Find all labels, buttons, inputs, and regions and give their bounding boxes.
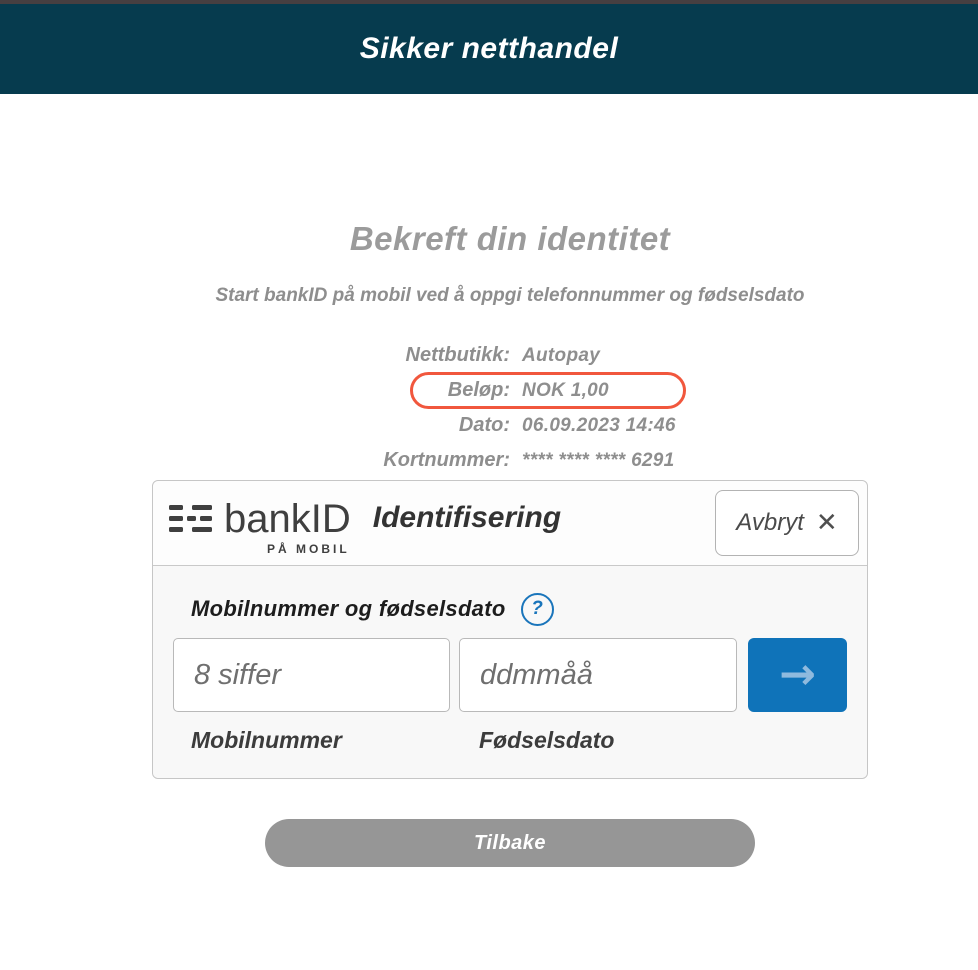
payment-details (152, 338, 868, 478)
detail-row-date (152, 408, 868, 443)
detail-row-cardnumber (152, 443, 868, 478)
secure-shopping-header (0, 4, 978, 94)
bankid-dashes-icon (169, 505, 212, 532)
cardnumber-value: **** **** **** 6291 (522, 449, 675, 471)
merchant-label: Nettbutikk: (405, 344, 510, 366)
bankid-logo-top (169, 496, 351, 541)
birthdate-input[interactable] (459, 638, 737, 712)
detail-row-amount (152, 373, 868, 408)
help-question-icon[interactable]: ? (521, 593, 554, 626)
submit-arrow-button[interactable] (748, 638, 847, 712)
inputs-row (173, 638, 847, 712)
date-label: Dato: (458, 414, 510, 436)
bankid-logo (169, 496, 351, 556)
widget-title: Identifisering (372, 501, 562, 534)
close-x-icon: ✕ (815, 508, 838, 538)
amount-value: NOK 1,00 (522, 379, 609, 401)
form-section-row (191, 592, 847, 626)
page-title: Bekreft din identitet (349, 220, 671, 257)
page-subtitle: Start bankID på mobil ved å oppgi telefonnummer og fødselsdato (215, 285, 805, 306)
merchant-value: Autopay (522, 344, 601, 366)
cancel-button[interactable] (715, 490, 859, 556)
detail-row-merchant (152, 338, 868, 373)
date-value: 06.09.2023 14:46 (522, 414, 676, 436)
bankid-widget (152, 480, 868, 779)
main-content (152, 220, 868, 867)
bankid-wordmark: bankID (224, 496, 351, 541)
birthdate-label: Fødselsdato (479, 727, 615, 753)
form-section-label: Mobilnummer og fødselsdato (191, 596, 506, 621)
back-button[interactable]: Tilbake (265, 819, 755, 867)
mobile-number-input[interactable] (173, 638, 450, 712)
arrow-right-icon: → (779, 649, 816, 700)
amount-label: Beløp: (447, 379, 510, 401)
header-title: Sikker netthandel (359, 32, 619, 65)
cancel-button-label: Avbryt (736, 509, 804, 536)
mobile-number-label: Mobilnummer (191, 727, 342, 753)
field-labels-row (173, 727, 847, 754)
bankid-widget-header (153, 481, 867, 566)
bankid-widget-body (153, 566, 867, 778)
bankid-pa-mobil-label: PÅ MOBIL (267, 541, 350, 556)
cardnumber-label: Kortnummer: (383, 449, 510, 471)
